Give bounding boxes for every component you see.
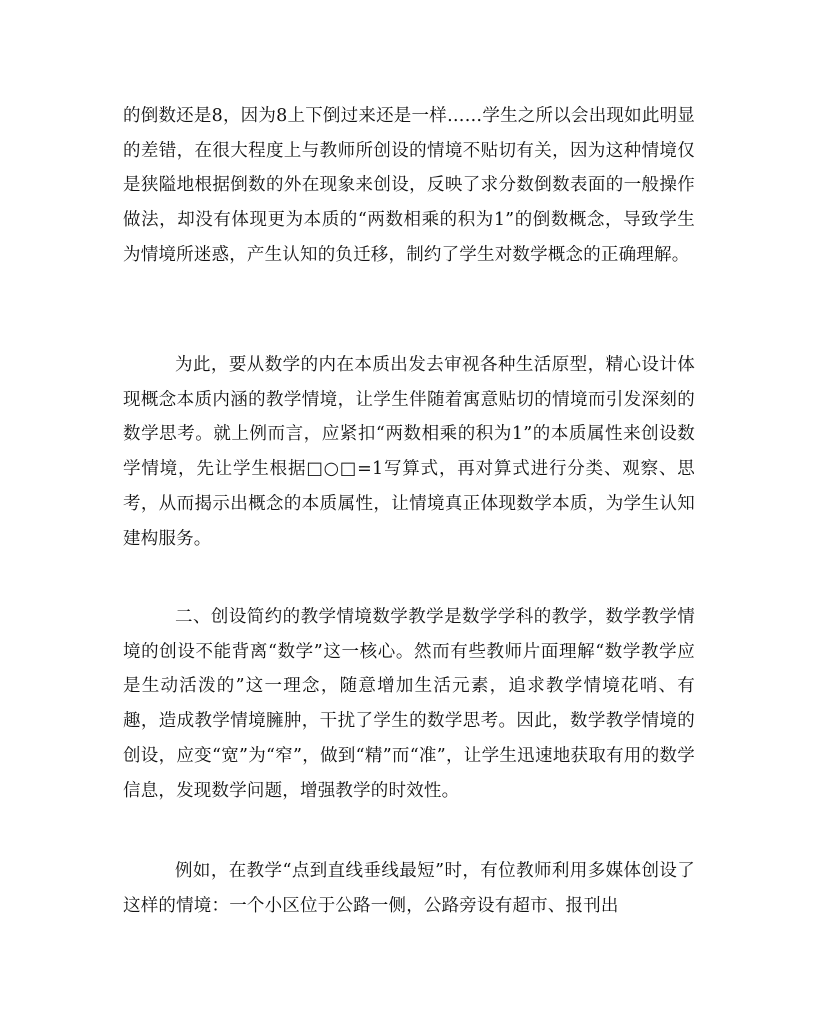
paragraph-3: 二、创设简约的教学情境数学教学是数学学科的教学，数学教学情境的创设不能背离“数学”这一核心。然而有些教师片面理解“数学教学应是生动活泼的”这一理念，随意增加生活元素，追求教学情境花哨、有趣，造成教学情境臃肿，干扰了学生的数学思考。因此，数学教学情境的创设，应变“宽”为“窄”，做到“精”而“准”，让学生迅速地获取有用的数学信息，发现数学问题，增强教学的时效性。 bbox=[123, 607, 695, 801]
paragraph-2: 为此，要从数学的内在本质出发去审视各种生活原型，精心设计体现概念本质内涵的教学情境，让学生伴随着寓意贴切的情境而引发深刻的数学思考。就上例而言，应紧扣“两数相乘的积为1”的本质属性来创设数学情境，先让学生根据□○□=1写算式，再对算式进行分类、观察、思考，从而揭示出概念的本质属性，让情境真正体现数学本质，为学生认知建构服务。 bbox=[123, 355, 695, 549]
paragraph-4: 例如，在教学“点到直线垂线最短”时，有位教师利用多媒体创设了这样的情境：一个小区位于公路一侧，公路旁设有超市、报刊出 bbox=[123, 861, 695, 916]
paragraph-1: 的倒数还是8，因为8上下倒过来还是一样……学生之所以会出现如此明显的差错，在很大程度上与教师所创设的情境不贴切有关，因为这种情境仅是狭隘地根据倒数的外在现象来创设，反映了求分数倒数表面的一般操作做法，却没有体现更为本质的“两数相乘的积为1”的倒数概念，导致学生为情境所迷惑，产生认知的负迁移，制约了学生对数学概念的正确理解。 bbox=[123, 106, 695, 265]
